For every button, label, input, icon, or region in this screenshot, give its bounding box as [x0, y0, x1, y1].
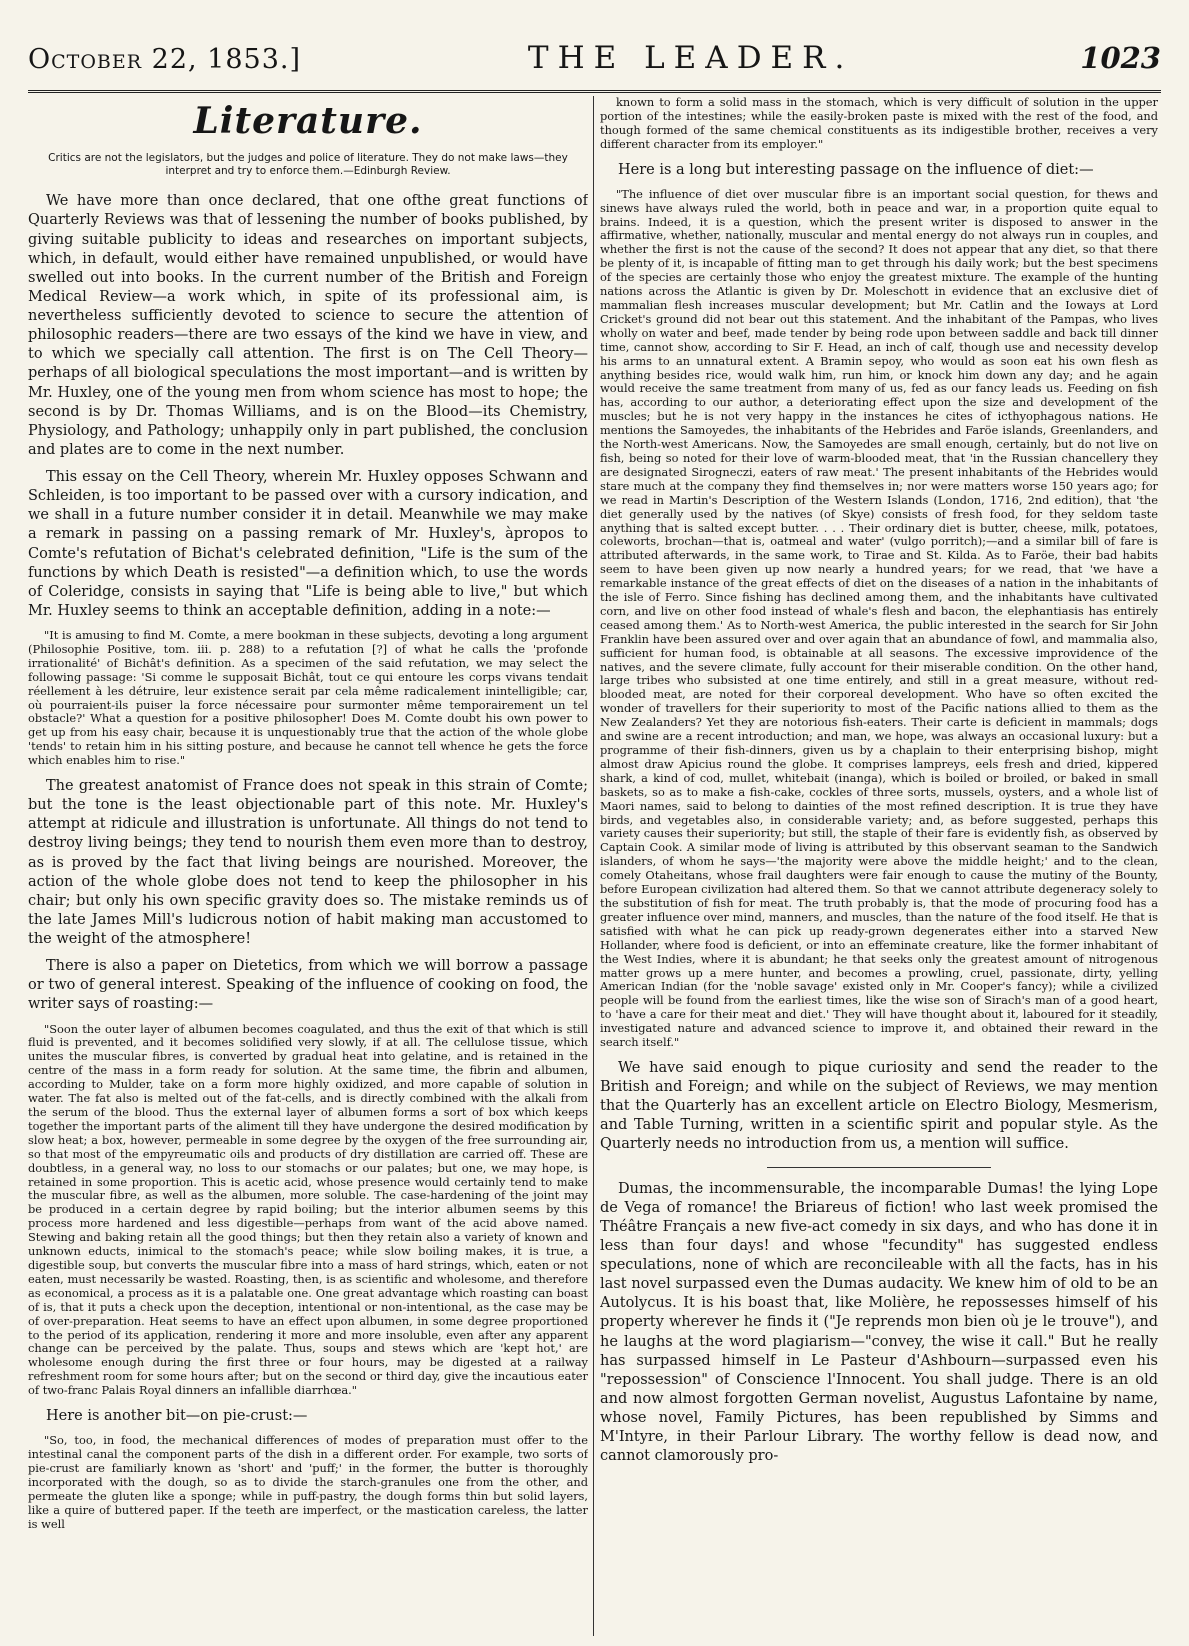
section-heading: Literature.: [193, 100, 423, 142]
quoted-passage: known to form a solid mass in the stomach, which is very difficult of solution in the upper portion of the intestines; while the easily-broken paste is mixed with the rest of the food, and though formed of the same chemical constituents as its indigestible brother, receives a very different character from its employer.": [600, 96, 1158, 151]
left-column: [28, 96, 588, 1636]
masthead: [28, 40, 1161, 93]
newspaper-title: THE LEADER.: [527, 40, 854, 76]
article-paragraph: This essay on the Cell Theory, wherein Mr. Huxley opposes Schwann and Schleiden, is too important to be passed over with a cursory indication, and we shall in a future number consider it in detail. Meanwhile we may make a remark in passing on a passing remark of Mr. Huxley's, àpropos to Comte's refutation of Bichat's celebrated definition, "Life is the sum of the functions by which Death is resisted"—a definition which, to use the words of Coleridge, consists in saying that "Life is being able to live," but which Mr. Huxley seems to think an acceptable definition, adding in a note:—: [28, 469, 588, 619]
right-column: [600, 96, 1158, 1636]
section-motto: Critics are not the legislators, but the judges and police of literature. They do not make laws—they interpret and try to enforce them.—Edinburgh Review.: [48, 152, 568, 178]
section-separator: [767, 1167, 990, 1168]
article-paragraph: We have more than once declared, that one ofthe great functions of Quarterly Reviews was that of lessening the number of books published, by giving suitable publicity to ideas and researches on important subjects, which, in default, would either have remained unpublished, or would have swelled out into books. In the current number of the British and Foreign Medical Review—a work which, in spite of its professional aim, is nevertheless sufficiently devoted to science to secure the attention of philosophic readers—there are two essays of the kind we have in view, and to which we specially call attention. The first is on The Cell Theory—perhaps of all biological speculations the most important—and is written by Mr. Huxley, one of the young men from whom science has most to hope; the second is by Dr. Thomas Williams, and is on the Blood—its Chemistry, Physiology, and Pathology; unhappily only in part published, the conclusion and plates are to come in the next number.: [28, 193, 588, 458]
quoted-passage: "So, too, in food, the mechanical differences of modes of preparation must offer to the intestinal canal the component parts of the dish in a different order. For example, two sorts of pie-crust are familiarly known as 'short' and 'puff;' in the former, the butter is thoroughly incorporated with the dough, so as to divide the starch-granules one from the other, and permeate the gluten like a sponge; while in puff-pastry, the dough forms thin but solid layers, like a quire of buttered paper. If the teeth are imperfect, or the mastication careless, the latter is well: [28, 1433, 588, 1531]
article-paragraph: We have said enough to pique curiosity and send the reader to the British and Foreign; and while on the subject of Reviews, we may mention that the Quarterly has an excellent article on Electro Biology, Mesmerism, and Table Turning, written in a scientific spirit and popular style. As the Quarterly needs no introduction from us, a mention will suffice.: [600, 1059, 1158, 1153]
article-paragraph: The greatest anatomist of France does not speak in this strain of Comte; but the tone is the least objectionable part of this note. Mr. Huxley's attempt at ridicule and illustration is unfortunate. All things do not tend to destroy living beings; they tend to nourish them even more than to destroy, as is proved by the fact that living beings are nourished. Moreover, the action of the whole globe does not tend to keep the philosopher in his chair; but only his own specific gravity does so. The mistake reminds us of the late James Mill's ludicrous notion of habit making man accustomed to the weight of the atmosphere!: [28, 778, 588, 948]
quoted-passage: "It is amusing to find M. Comte, a mere bookman in these subjects, devoting a long argument (Philosophie Positive, tom. iii. p. 288) to a refutation [?] of what he calls the 'profonde irrationalité' of Bichât's definition. As a specimen of the said refutation, we may select the following passage: 'Si comme le supposait Bichât, tout ce qui entoure les corps vivans tendait réellement à les détruire, leur existence serait par cela même radicalement inintelligible; car, où pourraient-ils puiser la force nécessaire pour surmonter même temporairement un tel obstacle?' What a question for a positive philosopher! Does M. Comte doubt his own power to get up from his easy chair, because it is unquestionably true that the action of the whole globe 'tends' to retain him in his sitting posture, and because he cannot tell whence he gets the force which enables him to rise.": [28, 628, 588, 768]
quoted-passage: "The influence of diet over muscular fibre is an important social question, for thews and sinews have always ruled the world, both in peace and war, in a proportion quite equal to brains. Indeed, it is a question, which the present writer is disposed to answer in the affirmative, whether, nationally, muscular and mental energy do not always run in couples, and whether the first is not the cause of the second? It does not appear that any diet, so that there be plenty of it, is incapable of fitting man to get through his daily work; but the best specimens of the species are certainly those who enjoy the greatest mixture. The example of the hunting nations across the Atlantic is given by Dr. Moleschott in evidence that an exclusive diet of mammalian flesh increases muscular development; but Mr. Catlin and the Ioways at Lord Cricket's ground did not bear out this statement. And the inhabitant of the Pampas, who lives wholly on water and beef, made tender by being rode upon between saddle and back till dinner time, cannot show, according to Sir F. Head, an inch of calf, though use and necessity develop his arms to an unnatural extent. A Bramin sepoy, who would as soon eat his own flesh as anything besides rice, would walk him, run him, or knock him down any day; and he again would receive the same treatment from many of us, fed as our fancy leads us. Feeding on fish has, according to our author, a deteriorating effect upon the size and development of the muscles; but he is not very happy in the instances he cites of icthyophagous nations. He mentions the Samoyedes, the inhabitants of the Hebrides and Faröe islands, Greenlanders, and the North-west Americans. Now, the Samoyedes are small enough, certainly, but do not live on fish, being so noted for their love of warm-blooded meat, that 'in the Russian chancellery they are designated Sirogneczi, eaters of raw meat.' The present inhabitants of the Hebrides would stare much at the company they find themselves in; nor were matters worse 150 years ago; for we read in Martin's Description of the Western Islands (London, 1716, 2nd edition), that 'the diet generally used by the natives (of Skye) consists of fresh food, for they seldom taste anything that is salted except butter. . . . Their ordinary diet is butter, cheese, milk, potatoes, coleworts, brochan—that is, oatmeal and water' (vulgo porritch);—and a similar bill of fare is attributed afterwards, in the same work, to Tirae and St. Kilda. As to Faröe, their bad habits seem to have been given up now nearly a hundred years; for we read, that 'we have a remarkable instance of the great effects of diet on the diseases of a nation in the inhabitants of the isle of Ferro. Since fishing has declined among them, and the inhabitants have cultivated corn, and live on other food instead of whale's flesh and bacon, the elephantiasis has entirely ceased among them.' As to North-west America, the public interested in the search for Sir John Franklin have been assured over and over again that an abundance of fowl, and mammalia also, sufficient for human food, is obtainable at all seasons. The excessive improvidence of the natives, and the severe climate, fully account for their miserable condition. On the other hand, large tribes who subsisted at one time entirely, and still in a great measure, without red-blooded meat, are noted for their corporeal development. Who have so often excited the wonder of travellers for their superiority to most of the Pacific nations allied to them as the New Zealanders? Yet they are notorious fish-eaters. Their carte is deficient in mammals; dogs and swine are a recent introduction; and man, we hope, was always an occasional luxury: but a programme of their fish-dinners, given us by a chaplain to their enterprising bishop, might almost draw Apicius round the globe. It comprises lampreys, eels fresh and dried, kippered shark, a kind of cod, mullet, whitebait (inanga), which is boiled or broiled, or baked in small baskets, so as to make a fish-cake, cockles of three sorts, mussels, oysters, and a whole list of Maori names, said to belong to dainties of the most refined description. It is true they have birds, and vegetables also, in considerable variety; and, as before suggested, perhaps this variety causes their superiority; but still, the staple of their fare is evidently fish, as observed by Captain Cook. A similar mode of living is attributed by this observant seaman to the Sandwich islanders, of whom he says—'the majority were above the middle height;' and to the clean, comely Otaheitans, whose frail daughters were fair enough to cause the mutiny of the Bounty, before European civilization had altered them. So that we cannot attribute degeneracy solely to the substitution of fish for meat. The truth probably is, that the mode of procuring food has a greater influence over mind, manners, and muscles, than the nature of the food itself. He that is satisfied with what he can pick up ready-grown degenerates either into a starved New Hollander, where food is deficient, or into an effeminate creature, like the former inhabitant of the West Indies, where it is abundant; he that seeks only the greatest amount of nitrogenous matter grows up a mere hunter, and becomes a prowling, cruel, passionate, dirty, yelling American Indian (for the 'noble savage' existed only in Mr. Cooper's fancy); while a civilized people will be found from the earliest times, like the wise son of Sirach's man of a good heart, to 'have a care for their meat and diet.' They will have thought about it, laboured for it steadily, investigated nature and advanced science to improve it, and obtained their reward in the search itself.": [600, 186, 1158, 1050]
article-paragraph: Here is another bit—on pie-crust:—: [46, 1408, 308, 1425]
page-number: 1023: [1080, 41, 1161, 75]
article-paragraph: Dumas, the incommensurable, the incomparable Dumas! the lying Lope de Vega of romance! the Briareus of fiction! who last week promised the Théâtre Français a new five-act comedy in six days, and who has done it in less than four days! and whose "fecundity" has suggested endless speculations, none of which are reconcileable with all the facts, has in his last novel surpassed even the Dumas audacity. We knew him of old to be an Autolycus. It is his boast that, like Molière, he repossesses himself of his property wherever he finds it ("Je reprends mon bien où je le trouve"), and he laughs at the word plagiarism—"convey, the wise it call." But he really has surpassed himself in Le Pasteur d'Ashbourn—surpassed even his "repossession" of Conscience l'Innocent. You shall judge. There is an old and now almost forgotten German novelist, Augustus Lafontaine by name, whose novel, Family Pictures, has been republished by Simms and M'Intyre, in their Parlour Library. The worthy fellow is dead now, and cannot clamorously pro-: [600, 1180, 1158, 1465]
article-paragraph: There is also a paper on Dietetics, from which we will borrow a passage or two of general interest. Speaking of the influence of cooking on food, the writer says of roasting:—: [28, 958, 588, 1013]
issue-date: October 22, 1853.]: [28, 44, 301, 75]
column-divider: [593, 96, 594, 1636]
article-paragraph: Here is a long but interesting passage on the influence of diet:—: [618, 161, 1094, 178]
quoted-passage: "Soon the outer layer of albumen becomes coagulated, and thus the exit of that which is still fluid is prevented, and it becomes solidified very slowly, if at all. The cellulose tissue, which unites the muscular fibres, is converted by gradual heat into gelatine, and is retained in the centre of the mass in a form ready for solution. At the same time, the fibrin and albumen, according to Mulder, take on a form more highly oxidized, and more capable of solution in water. The fat also is melted out of the fat-cells, and is directly combined with the alkali from the serum of the blood. Thus the external layer of albumen forms a sort of box which keeps together the important parts of the aliment till they have undergone the desired modification by slow heat; a box, however, permeable in some degree by the oxygen of the free surrounding air, so that most of the empyreumatic oils and products of dry distillation are carried off. These are doubtless, in a general way, no loss to our stomachs or our palates; but one, we may hope, is retained in some proportion. This is acetic acid, whose presence would certainly tend to make the muscular fibre, as well as the albumen, more soluble. The case-hardening of the joint may be produced in a certain degree by rapid boiling; but the interior albumen seems by this process more hardened and less digestible—perhaps from want of the acid above named. Stewing and baking retain all the good things; but then they retain also a variety of known and unknown educts, inimical to the stomach's peace; while slow boiling makes, it is true, a digestible soup, but converts the muscular fibre into a mass of hard strings, which, eaten or not eaten, must necessarily be wasted. Roasting, then, is as scientific and wholesome, and therefore as economical, a process as it is a palatable one. One great advantage which roasting can boast of is, that it puts a check upon the deception, intentional or non-intentional, as the case may be of over-preparation. Heat seems to have an effect upon albumen, in some degree proportioned to the period of its application, rendering it more and more insoluble, even after any apparent change can be perceived by the palate. Thus, soups and stews which are 'kept hot,' are wholesome enough during the first three or four hours, may be digested at a railway refreshment room for some hours after; but on the second or third day, give the incautious eater of two-franc Palais Royal dinners an infallible diarrhœa.": [28, 1021, 588, 1398]
